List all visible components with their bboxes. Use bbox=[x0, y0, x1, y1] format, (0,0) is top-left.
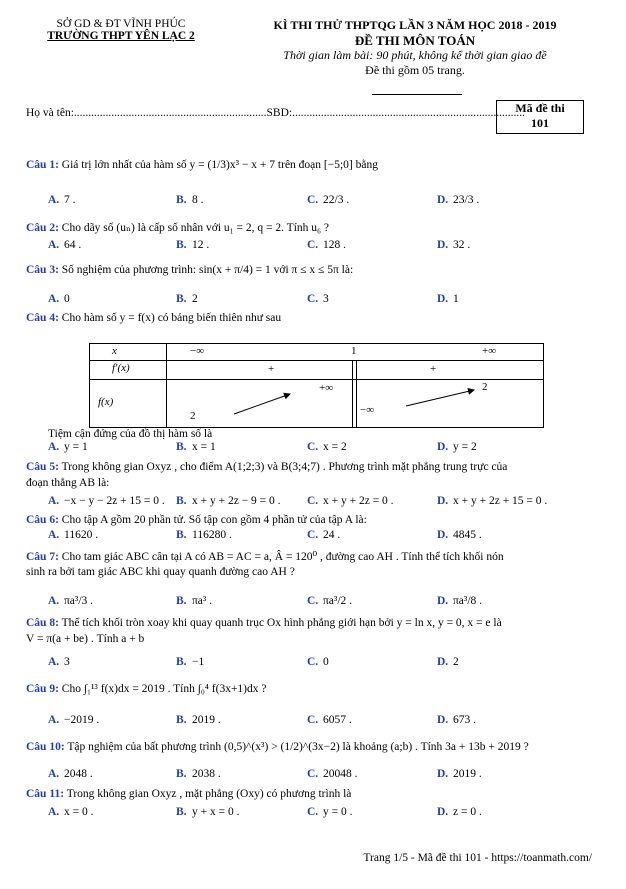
table-arrows bbox=[90, 344, 543, 427]
question-9 bbox=[26, 683, 267, 695]
option-letter: A. bbox=[48, 495, 60, 507]
increase-arrow-left bbox=[234, 394, 290, 414]
question-4-prompt: Tiệm cận đứng của đồ thị hàm số là bbox=[48, 428, 213, 440]
question-10 bbox=[26, 741, 529, 753]
table-x-neg-inf: −∞ bbox=[190, 345, 205, 357]
duration: Thời gian làm bài: 90 phút, không kể thời gian giao đề bbox=[283, 48, 547, 62]
name-dots: ................................................................... bbox=[73, 107, 267, 119]
question-text: Cho dãy số (uₙ) là cấp số nhân với u₁ = 2, q = 2. Tính u₆ ? bbox=[61, 222, 330, 234]
option-answer[interactable]: 2 bbox=[453, 656, 459, 668]
option-answer[interactable]: 2038 . bbox=[192, 768, 221, 780]
option-answer[interactable]: 22/3 . bbox=[323, 194, 350, 206]
option-letter: A. bbox=[48, 239, 60, 251]
option-answer[interactable]: 0 bbox=[64, 293, 70, 305]
option-letter: D. bbox=[437, 495, 449, 507]
exam-code-label: Mã đề thi bbox=[515, 101, 565, 115]
table-x-one: 1 bbox=[351, 345, 357, 357]
table-f-left-high: +∞ bbox=[319, 382, 334, 394]
option-answer[interactable]: πa³ . bbox=[192, 595, 213, 607]
option-letter: D. bbox=[437, 595, 449, 607]
option-letter: A. bbox=[48, 529, 60, 541]
option-letter: C. bbox=[307, 194, 319, 206]
option-letter: D. bbox=[437, 239, 449, 251]
option-letter: B. bbox=[176, 806, 187, 818]
question-label: Câu 11: bbox=[26, 788, 65, 800]
question-7 bbox=[26, 549, 504, 563]
student-name-line[interactable] bbox=[26, 107, 525, 119]
question-5-line2: đoạn thẳng AB là: bbox=[26, 477, 110, 489]
question-label: Câu 6: bbox=[26, 514, 59, 526]
school-name: TRƯỜNG THPT YÊN LẠC 2 bbox=[47, 30, 195, 42]
question-text: Giá trị lớn nhất của hàm số y = (1/3)x³ − x + 7 trên đoạn [−5;0] bằng bbox=[61, 159, 378, 171]
option-letter: A. bbox=[48, 595, 60, 607]
option-letter: B. bbox=[176, 656, 187, 668]
option-answer[interactable]: −1 bbox=[192, 656, 205, 668]
question-text: Số nghiệm của phương trình: sin(x + π/4) = 1 với π ≤ x ≤ 5π là: bbox=[61, 264, 354, 276]
table-f-right-high: 2 bbox=[482, 381, 488, 393]
option-letter: C. bbox=[307, 595, 319, 607]
option-answer[interactable]: 6057 . bbox=[323, 714, 352, 726]
option-letter: C. bbox=[307, 293, 319, 305]
variation-table bbox=[89, 343, 544, 428]
option-answer[interactable]: y = 0 . bbox=[323, 806, 353, 818]
option-answer[interactable]: πa³/8 . bbox=[453, 595, 483, 607]
question-text: Cho tam giác ABC cân tại A có AB = AC = a, Â = 120⁰ , đường cao AH . Tính thể tích khối nón bbox=[61, 551, 504, 563]
option-letter: B. bbox=[176, 495, 187, 507]
option-letter: A. bbox=[48, 441, 60, 453]
table-x-label: x bbox=[112, 345, 117, 357]
option-answer[interactable]: y = 1 bbox=[64, 441, 88, 453]
exam-code-value: 101 bbox=[531, 116, 549, 130]
table-x-pos-inf: +∞ bbox=[482, 345, 497, 357]
page-count: Đề thi gồm 05 trang. bbox=[365, 63, 465, 77]
option-letter: B. bbox=[176, 441, 187, 453]
question-label: Câu 1: bbox=[26, 159, 59, 171]
option-letter: B. bbox=[176, 293, 187, 305]
option-letter: C. bbox=[307, 656, 319, 668]
question-8 bbox=[26, 617, 502, 629]
table-f-label: f(x) bbox=[98, 396, 114, 408]
question-label: Câu 5: bbox=[26, 461, 59, 473]
table-fp-label: f′(x) bbox=[112, 362, 130, 374]
option-letter: D. bbox=[437, 194, 449, 206]
option-letter: D. bbox=[437, 293, 449, 305]
option-answer[interactable]: 20048 . bbox=[323, 768, 358, 780]
question-5 bbox=[26, 461, 507, 473]
sbd-dots: ................................................................................. bbox=[292, 107, 525, 119]
option-answer[interactable]: 2019 . bbox=[453, 768, 482, 780]
option-answer[interactable]: 23/3 . bbox=[453, 194, 480, 206]
name-label: Họ và tên: bbox=[26, 107, 74, 119]
option-answer[interactable]: 4845 . bbox=[453, 529, 482, 541]
option-answer[interactable]: 0 bbox=[323, 656, 329, 668]
subject-title: ĐỀ THI MÔN TOÁN bbox=[354, 33, 476, 48]
option-letter: B. bbox=[176, 768, 187, 780]
option-answer[interactable]: 3 bbox=[323, 293, 329, 305]
option-answer[interactable]: y + x = 0 . bbox=[192, 806, 240, 818]
increase-arrow-right bbox=[406, 390, 474, 406]
question-2 bbox=[26, 220, 329, 234]
option-letter: B. bbox=[176, 239, 187, 251]
header-divider bbox=[372, 94, 462, 95]
option-answer[interactable]: 32 . bbox=[453, 239, 471, 251]
question-label: Câu 8: bbox=[26, 617, 59, 629]
option-letter: D. bbox=[437, 529, 449, 541]
option-answer[interactable]: −x − y − 2z + 15 = 0 . bbox=[64, 495, 165, 507]
dept-name: SỞ GD & ĐT VĨNH PHÚC bbox=[56, 18, 186, 30]
option-answer[interactable]: πa³/3 . bbox=[64, 595, 94, 607]
option-answer[interactable]: y = 2 bbox=[453, 441, 477, 453]
option-answer[interactable]: 3 bbox=[64, 656, 70, 668]
header-right bbox=[250, 18, 580, 78]
option-letter: B. bbox=[176, 194, 187, 206]
option-letter: D. bbox=[437, 441, 449, 453]
option-answer[interactable]: x + y + 2z = 0 . bbox=[323, 495, 394, 507]
option-answer[interactable]: z = 0 . bbox=[453, 806, 482, 818]
question-1 bbox=[26, 159, 378, 171]
question-text: Trong không gian Oxyz , mặt phẳng (Oxy) có phương trình là bbox=[66, 788, 352, 800]
option-answer[interactable]: 1 bbox=[453, 293, 459, 305]
option-letter: A. bbox=[48, 293, 60, 305]
option-answer[interactable]: 116280 . bbox=[192, 529, 232, 541]
option-answer[interactable]: 2048 . bbox=[64, 768, 93, 780]
option-letter: C. bbox=[307, 806, 319, 818]
option-letter: A. bbox=[48, 806, 60, 818]
option-answer[interactable]: 2 bbox=[192, 293, 198, 305]
question-label: Câu 2: bbox=[26, 222, 59, 234]
question-text: Cho tập A gồm 20 phần tử. Số tập con gồm 4 phần tử của tập A là: bbox=[61, 514, 367, 526]
question-label: Câu 9: bbox=[26, 683, 59, 695]
question-8-line2: V = π(a + be) . Tính a + b bbox=[26, 633, 145, 645]
question-text: Cho hàm số y = f(x) có bảng biến thiên như sau bbox=[61, 312, 282, 324]
exam-code-box bbox=[496, 100, 584, 134]
option-answer[interactable]: 2019 . bbox=[192, 714, 221, 726]
option-answer[interactable]: x + y + 2z + 15 = 0 . bbox=[453, 495, 548, 507]
option-letter: C. bbox=[307, 714, 319, 726]
option-letter: C. bbox=[307, 529, 319, 541]
question-6 bbox=[26, 514, 367, 526]
option-letter: A. bbox=[48, 656, 60, 668]
option-letter: B. bbox=[176, 714, 187, 726]
table-fp-right-sign: + bbox=[430, 363, 437, 375]
exam-title: KÌ THI THỬ THPTQG LẦN 3 NĂM HỌC 2018 - 2019 bbox=[273, 18, 557, 32]
sbd-label: SBD: bbox=[266, 107, 293, 119]
question-text: Trong không gian Oxyz , cho điểm A(1;2;3) và B(3;4;7) . Phương trình mặt phẳng trung trực của bbox=[61, 461, 508, 473]
option-answer[interactable]: 8 . bbox=[192, 194, 204, 206]
option-answer[interactable]: 11620 . bbox=[64, 529, 99, 541]
option-answer[interactable]: x = 1 bbox=[192, 441, 216, 453]
option-answer[interactable]: 673 . bbox=[453, 714, 476, 726]
table-f-left-low: 2 bbox=[190, 410, 196, 422]
option-letter: C. bbox=[307, 495, 319, 507]
page-footer: Trang 1/5 - Mã đề thi 101 - https://toanmath.com/ bbox=[363, 852, 592, 864]
question-label: Câu 10: bbox=[26, 741, 65, 753]
option-letter: D. bbox=[437, 768, 449, 780]
question-label: Câu 3: bbox=[26, 264, 59, 276]
option-answer[interactable]: 24 . bbox=[323, 529, 341, 541]
question-3 bbox=[26, 264, 353, 276]
table-f-right-low: −∞ bbox=[360, 404, 375, 416]
option-answer[interactable]: 128 . bbox=[323, 239, 346, 251]
option-answer[interactable]: −2019 . bbox=[64, 714, 100, 726]
option-answer[interactable]: x + y + 2z − 9 = 0 . bbox=[192, 495, 281, 507]
question-text: Thể tích khối tròn xoay khi quay quanh trục Ox hình phẳng giới hạn bởi y = ln x, y = 0, x = e là bbox=[61, 617, 502, 629]
option-answer[interactable]: 12 . bbox=[192, 239, 210, 251]
option-answer[interactable]: 64 . bbox=[64, 239, 82, 251]
option-letter: C. bbox=[307, 441, 319, 453]
question-text: Tập nghiệm của bất phương trình (0,5)^(x³) > (1/2)^(3x−2) là khoảng (a;b) . Tính 3a + 13b + 2019 ? bbox=[67, 741, 529, 753]
option-letter: D. bbox=[437, 714, 449, 726]
option-letter: D. bbox=[437, 806, 449, 818]
header-left bbox=[26, 18, 216, 42]
option-answer[interactable]: x = 0 . bbox=[64, 806, 94, 818]
option-answer[interactable]: πa³/2 . bbox=[323, 595, 353, 607]
table-fp-left-sign: + bbox=[268, 363, 275, 375]
question-11 bbox=[26, 788, 351, 800]
option-letter: D. bbox=[437, 656, 449, 668]
option-letter: B. bbox=[176, 595, 187, 607]
question-text: Cho ∫₁¹³ f(x)dx = 2019 . Tính ∫₀⁴ f(3x+1)dx ? bbox=[61, 683, 267, 695]
option-letter: C. bbox=[307, 768, 319, 780]
option-letter: C. bbox=[307, 239, 319, 251]
question-label: Câu 4: bbox=[26, 312, 59, 324]
question-4 bbox=[26, 312, 281, 324]
question-label: Câu 7: bbox=[26, 551, 59, 563]
option-letter: A. bbox=[48, 714, 60, 726]
option-answer[interactable]: 7 . bbox=[64, 194, 76, 206]
question-7-line2: sinh ra bởi tam giác ABC khi quay quanh đường cao AH ? bbox=[26, 566, 295, 578]
option-answer[interactable]: x = 2 bbox=[323, 441, 347, 453]
option-letter: A. bbox=[48, 194, 60, 206]
option-letter: A. bbox=[48, 768, 60, 780]
option-letter: B. bbox=[176, 529, 187, 541]
